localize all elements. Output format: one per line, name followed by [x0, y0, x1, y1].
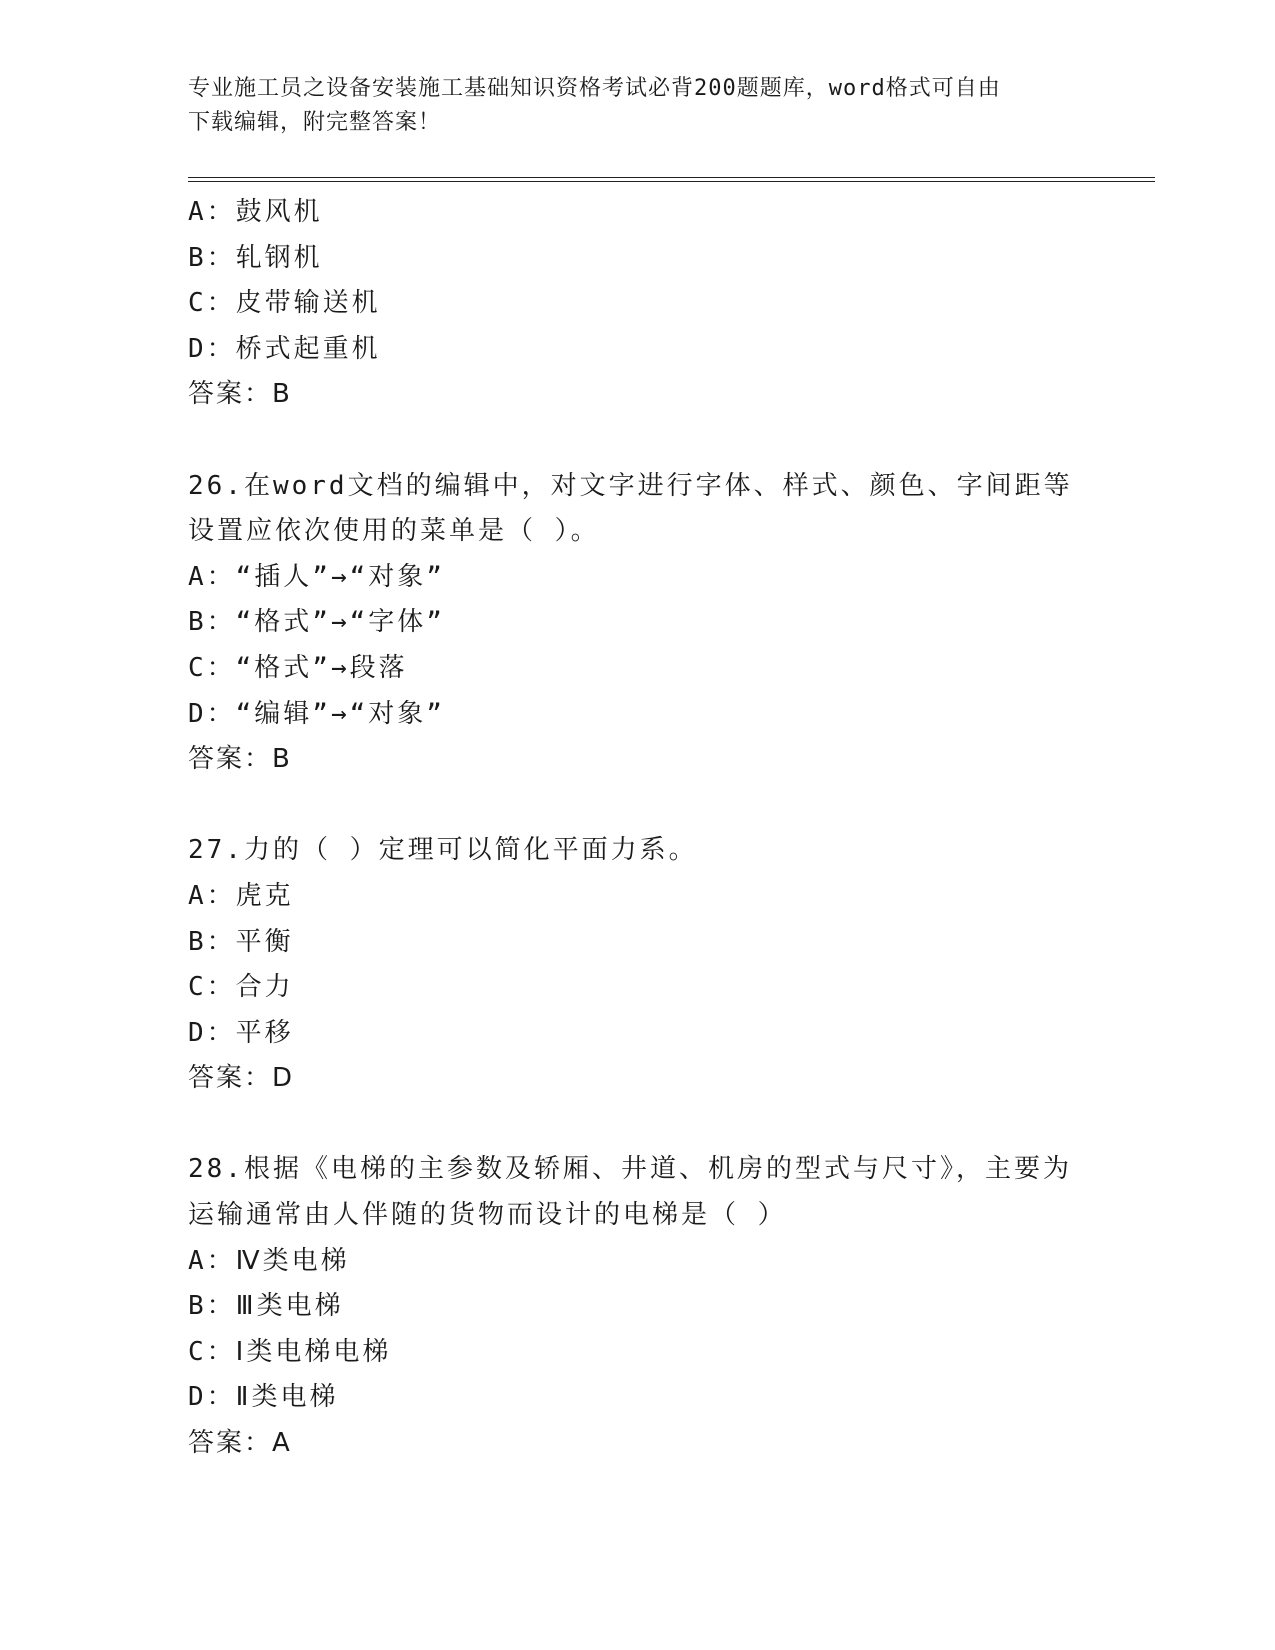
option-c: C：皮带输送机 [188, 288, 381, 319]
option-b: B：“格式”→“字体” [188, 607, 445, 638]
question-28 [188, 1147, 1148, 1466]
option-a: A：“插人”→“对象” [188, 561, 445, 592]
option-a: A：虎克 [188, 880, 294, 911]
option-c: C：Ⅰ类电梯电梯 [188, 1336, 392, 1367]
option-a: A：Ⅳ类电梯 [188, 1245, 350, 1276]
answer-text: 答案：B [188, 379, 292, 410]
option-d: D：Ⅱ类电梯 [188, 1382, 339, 1413]
question-stem-line-1: 26.在word文档的编辑中，对文字进行字体、样式、颜色、字间距等 [188, 470, 1073, 501]
spacer [188, 1102, 1148, 1148]
question-stem-line-2: 运输通常由人伴随的货物而设计的电梯是（ ） [188, 1200, 787, 1231]
question-27 [188, 828, 1148, 1102]
answer-text: 答案：B [188, 744, 292, 775]
option-b: B：Ⅲ类电梯 [188, 1291, 344, 1322]
answer-text: 答案：A [188, 1428, 292, 1459]
option-d: D：桥式起重机 [188, 333, 381, 364]
option-c: C：合力 [188, 972, 294, 1003]
option-d: D：“编辑”→“对象” [188, 698, 445, 729]
option-a: A：鼓风机 [188, 197, 323, 227]
document-header [188, 72, 1088, 140]
spacer [188, 418, 1148, 464]
option-b: B：平衡 [188, 926, 294, 957]
question-stem-line-2: 设置应依次使用的菜单是（ ）。 [188, 516, 600, 547]
header-line-2: 下载编辑，附完整答案！ [188, 110, 442, 135]
spacer [188, 783, 1148, 829]
question-26 [188, 464, 1148, 783]
answer-text: 答案：D [188, 1063, 295, 1094]
question-25 [188, 190, 1148, 418]
question-stem-line-1: 28.根据《电梯的主参数及轿厢、井道、机房的型式与尺寸》，主要为 [188, 1154, 1072, 1185]
option-d: D：平移 [188, 1017, 294, 1048]
option-c: C：“格式”→段落 [188, 652, 408, 683]
header-divider [188, 177, 1155, 182]
question-stem-line-1: 27.力的（ ）定理可以简化平面力系。 [188, 835, 698, 866]
option-b: B：轧钢机 [188, 242, 323, 273]
question-list [188, 190, 1148, 1467]
header-line-1: 专业施工员之设备安装施工基础知识资格考试必背200题题库，word格式可自由 [188, 76, 1001, 101]
